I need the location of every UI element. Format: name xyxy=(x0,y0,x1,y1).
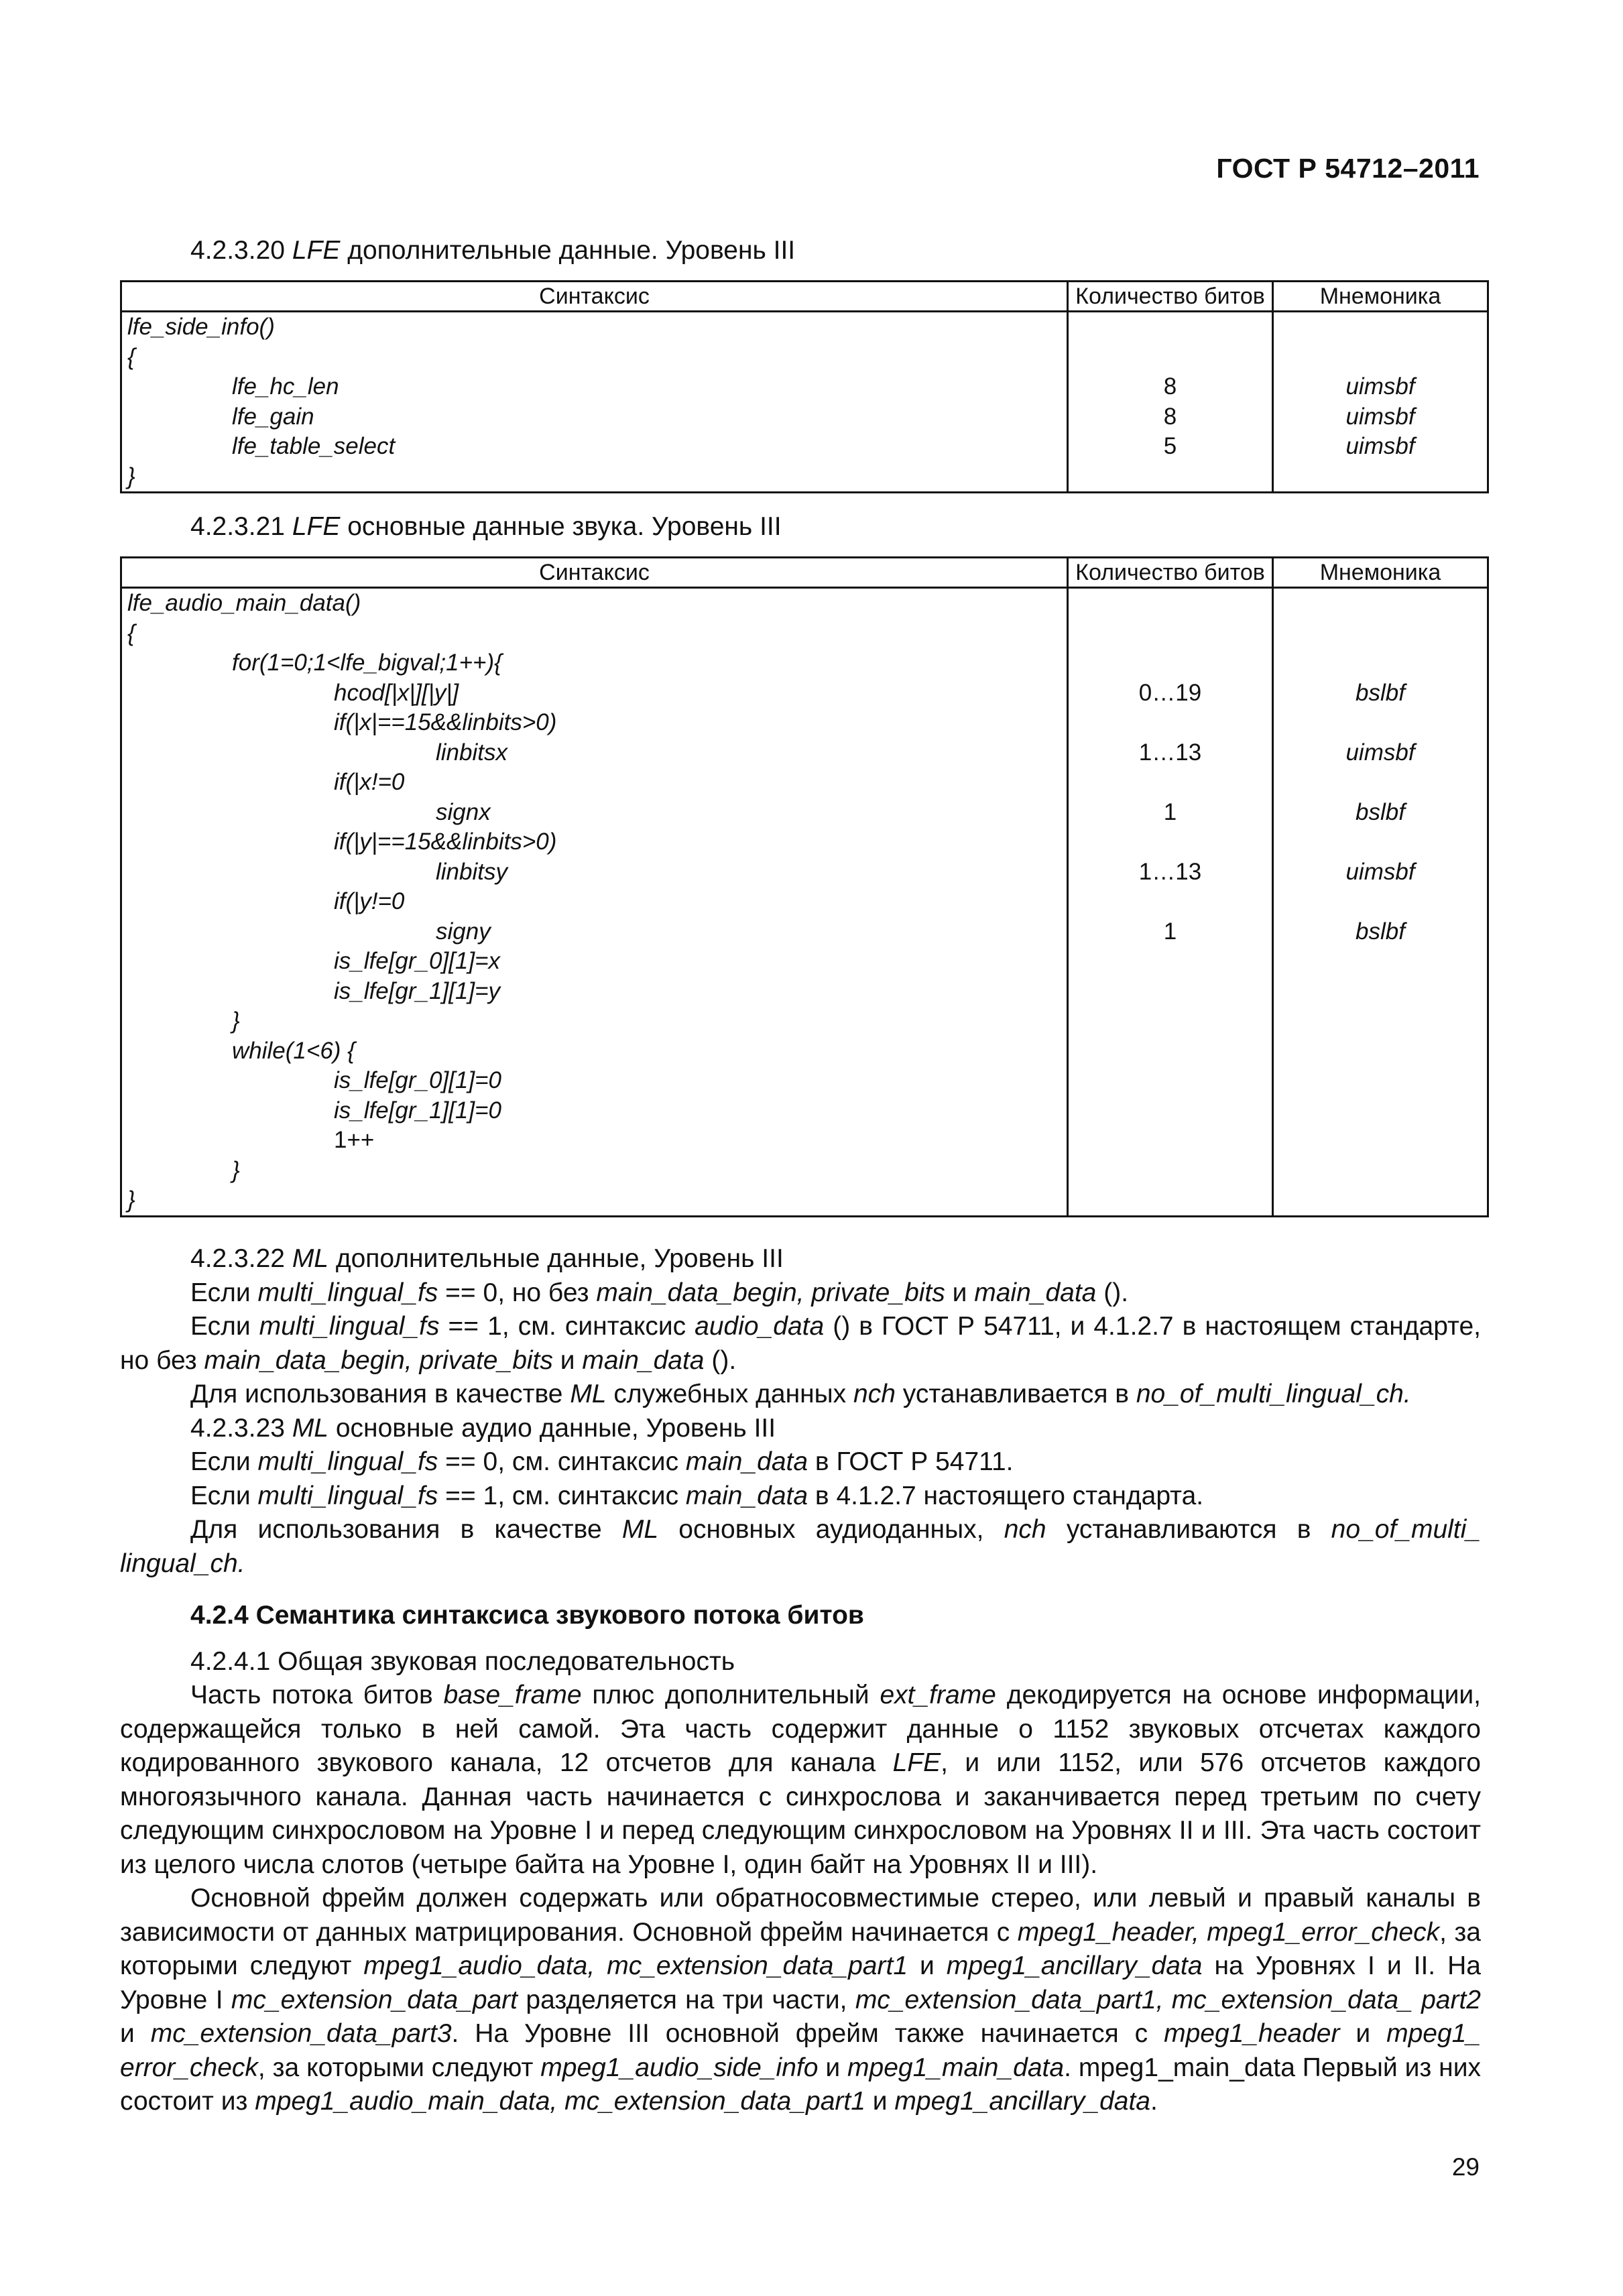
text-run: Если xyxy=(190,1447,251,1476)
mnemonic-value xyxy=(1274,1006,1487,1036)
text-run: Часть потока битов xyxy=(190,1681,433,1709)
bits-value: 1 xyxy=(1163,798,1177,825)
paragraph xyxy=(120,1479,1481,1514)
text-run: () в ГОСТ Р 54711, и 4.1.2.7 в настоящем стандарте, но без xyxy=(120,1312,1481,1375)
text-run: nch xyxy=(853,1380,896,1408)
bits-value xyxy=(1069,343,1272,373)
text-run: . xyxy=(1150,2087,1158,2116)
text-run: mpeg1_ancillary_data xyxy=(946,1951,1203,1980)
bits-value xyxy=(1069,589,1272,619)
text-run: nch xyxy=(1004,1515,1046,1544)
bits-value: 1…13 xyxy=(1138,858,1202,885)
heading-number: 4.2.3.22 xyxy=(190,1244,285,1273)
col-header-bits: Количество битов xyxy=(1068,558,1273,588)
text-run: mpeg1_header xyxy=(1164,2019,1340,2048)
text-run: разделяется на три части, xyxy=(526,1985,847,2014)
mnemonic-value: bslbf xyxy=(1356,918,1405,945)
text-run: и xyxy=(952,1278,967,1307)
text-run: multi_lingual_fs xyxy=(257,1278,438,1307)
paragraph xyxy=(120,1378,1481,1412)
syntax-line: is_lfe[gr_1][1]=0 xyxy=(334,1097,502,1124)
syntax-line: linbitsx xyxy=(436,739,507,766)
mnemonic-value xyxy=(1274,589,1487,619)
bits-value: 1 xyxy=(1163,918,1177,945)
lfe-audio-main-data-table xyxy=(120,556,1489,1217)
text-run: . mpeg1_main_data Первый из них состоит из xyxy=(120,2053,1481,2116)
bits-value xyxy=(1069,947,1272,977)
text-run: mpeg1_header, mpeg1_error_check xyxy=(1017,1917,1440,1947)
text-run: основных аудиоданных, xyxy=(678,1515,984,1544)
mnemonic-value: uimsbf xyxy=(1345,433,1415,459)
mnemonic-value: bslbf xyxy=(1356,798,1405,825)
syntax-line: signx xyxy=(436,798,491,825)
section-title-text: дополнительные данные. Уровень III xyxy=(347,236,796,265)
bits-value xyxy=(1069,827,1272,857)
syntax-line: lfe_gain xyxy=(232,403,314,430)
bits-value: 0…19 xyxy=(1138,679,1202,706)
text-run: main_data xyxy=(685,1447,808,1476)
text-run: == 1, см. синтаксис xyxy=(448,1312,686,1341)
heading-text: основные аудио данные, Уровень III xyxy=(335,1413,776,1443)
mnemonic-value xyxy=(1274,1066,1487,1096)
mnemonic-cell xyxy=(1273,588,1488,1217)
syntax-line: 1++ xyxy=(334,1127,375,1153)
section-italic: LFE xyxy=(292,236,341,265)
syntax-line: lfe_table_select xyxy=(232,433,396,459)
mnemonic-value: uimsbf xyxy=(1345,858,1415,885)
bits-value xyxy=(1069,312,1272,343)
text-run: и xyxy=(920,1951,935,1980)
text-run: base_frame xyxy=(443,1681,582,1709)
text-run: и xyxy=(1356,2019,1371,2048)
standard-header: ГОСТ Р 54712–2011 xyxy=(1216,153,1480,184)
bits-value xyxy=(1069,708,1272,738)
mnemonic-value xyxy=(1274,768,1487,798)
bits-value xyxy=(1069,1036,1272,1067)
bits-value xyxy=(1069,1066,1272,1096)
text-run: LFE xyxy=(892,1748,941,1777)
text-run: в 4.1.2.7 настоящего стандарта. xyxy=(815,1481,1204,1510)
text-run: mc_extension_data_part xyxy=(231,1985,518,2014)
text-run: (). xyxy=(1103,1278,1129,1307)
heading-italic: ML xyxy=(292,1413,328,1443)
syntax-line: lfe_side_info() xyxy=(127,314,275,340)
syntax-line: } xyxy=(127,1187,135,1213)
section-italic: LFE xyxy=(292,512,341,541)
section-4-2-3-22-heading xyxy=(120,1242,1481,1276)
bits-value: 8 xyxy=(1163,373,1177,400)
mnemonic-cell xyxy=(1273,312,1488,493)
mnemonic-value xyxy=(1274,708,1487,738)
text-run: Для использования в качестве xyxy=(190,1380,563,1408)
text-run: mpeg1_audio_main_data, mc_extension_data_part1 xyxy=(255,2087,865,2116)
syntax-line: signy xyxy=(436,918,491,945)
syntax-line: lfe_audio_main_data() xyxy=(127,590,361,616)
syntax-line: is_lfe[gr_0][1]=0 xyxy=(334,1067,502,1093)
text-run: ML xyxy=(621,1515,659,1544)
col-header-syntax: Синтаксис xyxy=(121,282,1068,312)
bits-cell xyxy=(1068,312,1273,493)
text-run: , за которыми следуют xyxy=(257,2053,534,2082)
body-text-block-1 xyxy=(120,1242,1481,1581)
text-run: , и или 1152, или 576 отсчетов каждого многоязычного канала. Данная часть начинается с синхрослова и заканчивается перед третьим по счету следующим синхрословом на Уровне I и перед следующим синхрословом на Уровнях II и III. Эта часть состоит из целого числа слотов (четыре байта на Уровне I, один байт на Уровнях II и III). xyxy=(120,1748,1481,1879)
section-4-2-4-1-heading: 4.2.4.1 Общая звуковая последовательность xyxy=(190,1646,735,1676)
text-run: ML xyxy=(570,1380,607,1408)
heading-text: дополнительные данные, Уровень III xyxy=(335,1244,784,1273)
text-run: плюс дополнительный xyxy=(592,1681,869,1709)
syntax-line: if(|y|==15&&linbits>0) xyxy=(334,829,557,855)
section-number: 4.2.3.20 xyxy=(190,236,285,265)
text-run: ext_frame xyxy=(880,1681,996,1709)
text-run: , за которыми следуют xyxy=(120,1917,1481,1980)
body-text-block-2 xyxy=(120,1599,1481,2119)
mnemonic-value xyxy=(1274,343,1487,373)
section-4-2-3-23-heading xyxy=(120,1412,1481,1446)
text-run: Если xyxy=(190,1278,251,1307)
syntax-line: is_lfe[gr_1][1]=y xyxy=(334,977,501,1004)
text-run: no_of_multi_lingual_ch. xyxy=(1136,1380,1411,1408)
text-run: multi_lingual_fs xyxy=(259,1312,440,1341)
text-run: mpeg1_audio_data, mc_extension_data_part1 xyxy=(363,1951,908,1980)
text-run: и xyxy=(825,2053,841,2082)
mnemonic-value: bslbf xyxy=(1356,679,1405,706)
bits-value xyxy=(1069,462,1272,492)
mnemonic-value xyxy=(1274,977,1487,1007)
paragraph xyxy=(120,1679,1481,1882)
mnemonic-value: uimsbf xyxy=(1345,739,1415,766)
mnemonic-value xyxy=(1274,648,1487,678)
text-run: устанавливается в xyxy=(902,1380,1129,1408)
mnemonic-value xyxy=(1274,1185,1487,1215)
syntax-line: for(1=0;1<lfe_bigval;1++){ xyxy=(232,650,502,676)
text-run: и xyxy=(560,1345,575,1375)
syntax-line: if(|x!=0 xyxy=(334,769,405,795)
section-4-2-3-20-title xyxy=(190,236,795,265)
text-run: и xyxy=(872,2087,888,2116)
syntax-cell xyxy=(121,588,1068,1217)
mnemonic-value: uimsbf xyxy=(1345,373,1415,400)
col-header-syntax: Синтаксис xyxy=(121,558,1068,588)
bits-value: 8 xyxy=(1163,403,1177,430)
text-run: Если xyxy=(190,1481,251,1510)
section-title-text: основные данные звука. Уровень III xyxy=(347,512,782,541)
bits-value xyxy=(1069,1156,1272,1186)
mnemonic-value xyxy=(1274,827,1487,857)
text-run: == 0, см. синтаксис xyxy=(445,1447,679,1476)
text-run: декодируется на основе информации, содержащейся только в ней самой. Эта часть содержит данные о 1152 звуковых отсчетах каждого кодированного звукового канала, 12 отсчетов для канала xyxy=(120,1681,1482,1777)
bits-value: 5 xyxy=(1163,433,1177,459)
syntax-line: } xyxy=(127,463,135,489)
mnemonic-value xyxy=(1274,1036,1487,1067)
syntax-line: linbitsy xyxy=(436,858,507,885)
page-number: 29 xyxy=(1451,2153,1480,2181)
text-run: main_data xyxy=(685,1481,808,1510)
text-run: и xyxy=(120,2019,135,2048)
text-run: main_data_begin, private_bits xyxy=(596,1278,945,1307)
mnemonic-value xyxy=(1274,312,1487,343)
section-4-2-3-21-title xyxy=(190,512,782,542)
syntax-line: { xyxy=(127,619,135,646)
bits-value: 1…13 xyxy=(1138,739,1202,766)
mnemonic-value xyxy=(1274,1156,1487,1186)
text-run: main_data xyxy=(582,1345,705,1375)
text-run: в ГОСТ Р 54711. xyxy=(815,1447,1014,1476)
text-run: multi_lingual_fs xyxy=(257,1447,438,1476)
bits-value xyxy=(1069,1096,1272,1126)
heading-number: 4.2.3.23 xyxy=(190,1413,285,1443)
paragraph xyxy=(120,1513,1481,1581)
text-run: . На Уровне III основной фрейм также начинается с xyxy=(451,2019,1148,2048)
text-run: mpeg1_main_data xyxy=(847,2053,1065,2082)
syntax-line: } xyxy=(232,1156,240,1183)
text-run: mc_extension_data_part1, mc_extension_data_ part2 xyxy=(855,1985,1481,2014)
bits-value xyxy=(1069,887,1272,917)
section-4-2-4-heading: 4.2.4 Семантика синтаксиса звукового потока битов xyxy=(190,1601,864,1630)
text-run: служебных данных xyxy=(613,1380,847,1408)
text-run: audio_data xyxy=(695,1312,825,1341)
text-run: multi_lingual_fs xyxy=(257,1481,438,1510)
syntax-line: lfe_hc_len xyxy=(232,373,339,400)
bits-cell xyxy=(1068,588,1273,1217)
syntax-line: } xyxy=(232,1008,240,1034)
text-run: Основной фрейм должен содержать или обратносовместимые стерео, или левый и правый каналы в зависимости от данных матрицирования. Основной фрейм начинается с xyxy=(120,1884,1481,1947)
text-run: no_of_multi_ lingual_ch. xyxy=(120,1515,1481,1578)
paragraph xyxy=(120,1276,1481,1311)
bits-value xyxy=(1069,648,1272,678)
bits-value xyxy=(1069,768,1272,798)
text-run: == 0, но без xyxy=(445,1278,589,1307)
bits-value xyxy=(1069,977,1272,1007)
syntax-line: { xyxy=(127,343,135,370)
col-header-bits: Количество битов xyxy=(1068,282,1273,312)
mnemonic-value: uimsbf xyxy=(1345,403,1415,430)
syntax-line: if(|x|==15&&linbits>0) xyxy=(334,709,557,735)
col-header-mnemonic: Мнемоника xyxy=(1273,282,1488,312)
syntax-line: while(1<6) { xyxy=(232,1037,355,1064)
text-run: на Уровнях I и II. На Уровне I xyxy=(120,1951,1481,2014)
mnemonic-value xyxy=(1274,947,1487,977)
lfe-side-info-table xyxy=(120,280,1489,493)
text-run: Если xyxy=(190,1312,251,1341)
text-run: Для использования в качестве xyxy=(190,1515,602,1544)
bits-value xyxy=(1069,1185,1272,1215)
syntax-line: if(|y!=0 xyxy=(334,888,405,914)
bits-value xyxy=(1069,619,1272,649)
text-run: main_data_begin, private_bits xyxy=(204,1345,553,1375)
col-header-mnemonic: Мнемоника xyxy=(1273,558,1488,588)
section-number: 4.2.3.21 xyxy=(190,512,285,541)
paragraph xyxy=(120,1882,1481,2119)
paragraph xyxy=(120,1445,1481,1479)
text-run: mc_extension_data_part3 xyxy=(150,2019,452,2048)
text-run: mpeg1_ error_check xyxy=(120,2019,1482,2082)
syntax-line: is_lfe[gr_0][1]=x xyxy=(334,948,501,974)
mnemonic-value xyxy=(1274,619,1487,649)
syntax-cell xyxy=(121,312,1068,493)
bits-value xyxy=(1069,1006,1272,1036)
mnemonic-value xyxy=(1274,1126,1487,1156)
text-run: mpeg1_audio_side_info xyxy=(540,2053,819,2082)
mnemonic-value xyxy=(1274,1096,1487,1126)
text-run: main_data xyxy=(974,1278,1097,1307)
text-run: устанавливаются в xyxy=(1066,1515,1311,1544)
text-run: == 1, см. синтаксис xyxy=(445,1481,679,1510)
heading-italic: ML xyxy=(292,1244,328,1273)
bits-value xyxy=(1069,1126,1272,1156)
syntax-line: hcod[|x|][|y|] xyxy=(334,679,459,706)
paragraph xyxy=(120,1310,1481,1378)
text-run: mpeg1_ancillary_data xyxy=(894,2087,1150,2116)
mnemonic-value xyxy=(1274,462,1487,492)
mnemonic-value xyxy=(1274,887,1487,917)
text-run: (). xyxy=(711,1345,737,1375)
